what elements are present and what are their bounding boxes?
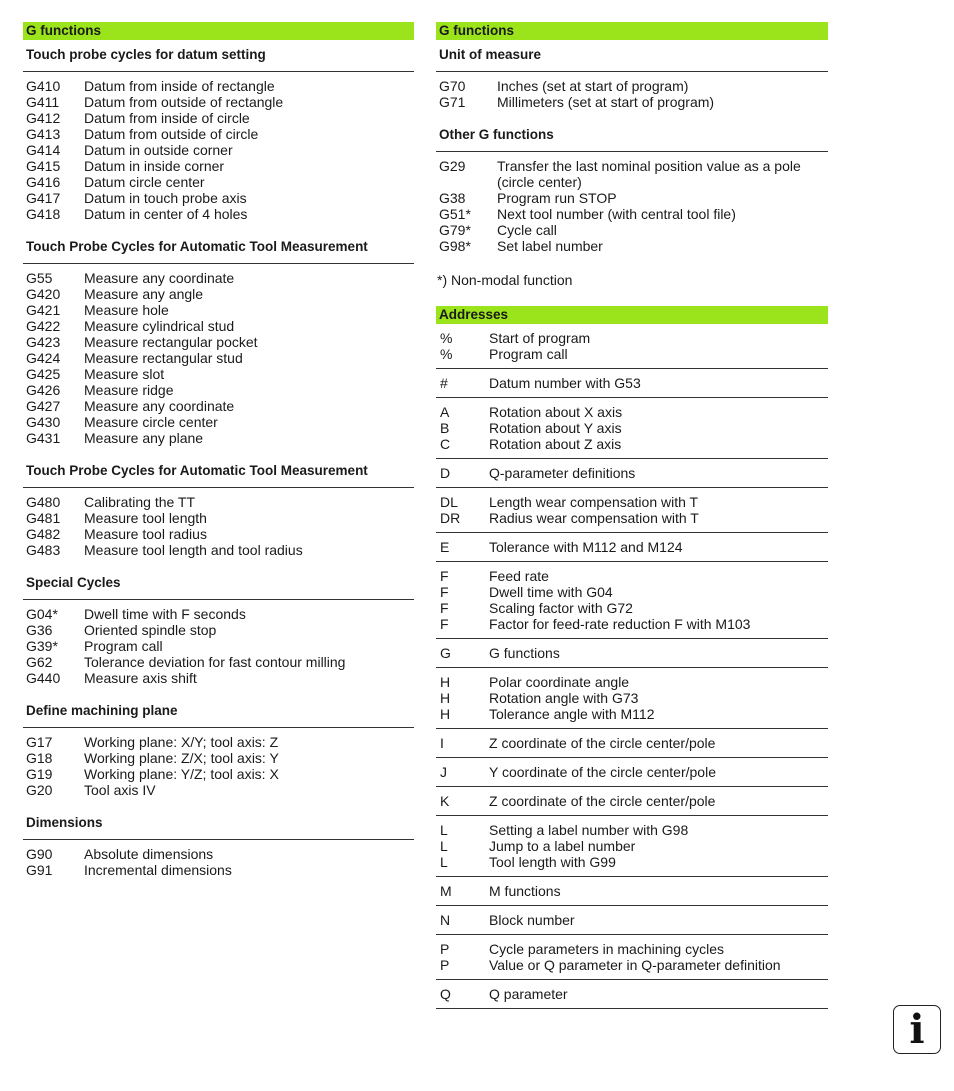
code-description: Length wear compensation with T — [489, 494, 699, 510]
code-description: Program call — [84, 638, 163, 654]
code-row — [440, 346, 828, 362]
left-sections — [23, 40, 414, 888]
code-label: G418 — [26, 206, 61, 222]
code-description: Absolute dimensions — [84, 846, 214, 862]
code-description: Working plane: X/Y; tool axis: Z — [84, 734, 279, 750]
code-label: DR — [440, 510, 461, 526]
code-label: G17 — [26, 734, 53, 750]
section-heading: Touch Probe Cycles for Automatic Tool Measurement — [23, 232, 414, 264]
code-row — [26, 350, 414, 366]
code-description: Cycle parameters in machining cycles — [489, 941, 724, 957]
code-label: G480 — [26, 494, 61, 510]
code-label: P — [440, 957, 450, 973]
code-label: G481 — [26, 510, 61, 526]
code-description: Measure hole — [84, 302, 169, 318]
code-label: G90 — [26, 846, 53, 862]
code-description: Measure any coordinate — [84, 270, 235, 286]
code-description: Q-parameter definitions — [489, 465, 636, 481]
code-row — [26, 494, 414, 510]
code-label: G412 — [26, 110, 61, 126]
code-description: Working plane: Y/Z; tool axis: X — [84, 766, 279, 782]
code-description: Measure rectangular pocket — [84, 334, 258, 350]
code-description: Measure tool length and tool radius — [84, 542, 303, 558]
code-row — [440, 600, 828, 616]
code-label: K — [440, 793, 450, 809]
code-description: Next tool number (with central tool file) — [497, 206, 736, 222]
code-description: Incremental dimensions — [84, 862, 232, 878]
code-label: F — [440, 600, 449, 616]
code-description: Rotation about Y axis — [489, 420, 622, 436]
code-description: Measure any plane — [84, 430, 204, 446]
code-row — [440, 539, 828, 555]
code-description: Measure any coordinate — [84, 398, 235, 414]
code-label: P — [440, 941, 450, 957]
section — [23, 232, 414, 456]
code-label: F — [440, 568, 449, 584]
right-sections — [436, 40, 828, 264]
code-label: G413 — [26, 126, 61, 142]
address-groups — [436, 324, 828, 1009]
code-row — [440, 375, 828, 391]
code-row — [439, 222, 828, 238]
code-label: G416 — [26, 174, 61, 190]
code-description: Calibrating the TT — [84, 494, 196, 510]
code-description: Tool axis IV — [84, 782, 156, 798]
address-group — [436, 787, 828, 816]
code-label: M — [440, 883, 452, 899]
code-description: Dwell time with G04 — [489, 584, 613, 600]
code-row — [26, 510, 414, 526]
code-row — [26, 766, 414, 782]
code-row — [26, 638, 414, 654]
code-row — [440, 986, 828, 1002]
section — [23, 568, 414, 696]
code-description: Datum from outside of rectangle — [84, 94, 284, 110]
code-description: Factor for feed-rate reduction F with M103 — [489, 616, 751, 632]
section-heading: Touch probe cycles for datum setting — [23, 40, 414, 72]
code-label: Q — [440, 986, 451, 1002]
address-group — [436, 459, 828, 488]
code-row — [26, 206, 414, 222]
code-description: Start of program — [489, 330, 591, 346]
code-row — [440, 420, 828, 436]
section-rows — [23, 728, 414, 808]
code-label: G415 — [26, 158, 61, 174]
code-row — [440, 764, 828, 780]
section — [23, 696, 414, 808]
code-label: D — [440, 465, 451, 481]
code-label: F — [440, 584, 449, 600]
code-row — [26, 398, 414, 414]
section — [23, 40, 414, 232]
code-description: Datum from inside of rectangle — [84, 78, 275, 94]
code-label: N — [440, 912, 451, 928]
code-description: Datum in outside corner — [84, 142, 233, 158]
code-row — [26, 302, 414, 318]
code-label: G04* — [26, 606, 58, 622]
code-row — [439, 158, 828, 190]
code-label: G51* — [439, 206, 471, 222]
address-group — [436, 533, 828, 562]
code-row — [26, 270, 414, 286]
code-row — [26, 94, 414, 110]
code-label: G483 — [26, 542, 61, 558]
code-description: Scaling factor with G72 — [489, 600, 633, 616]
footnote: *) Non-modal function — [437, 272, 573, 288]
address-group — [436, 906, 828, 935]
code-description: Rotation angle with G73 — [489, 690, 639, 706]
addresses-bar: Addresses — [436, 306, 828, 324]
code-description: Millimeters (set at start of program) — [497, 94, 715, 110]
code-row — [26, 174, 414, 190]
code-label: J — [440, 764, 447, 780]
code-row — [26, 382, 414, 398]
code-label: G421 — [26, 302, 61, 318]
code-label: G482 — [26, 526, 61, 542]
code-row — [440, 793, 828, 809]
address-group — [436, 877, 828, 906]
code-label: G423 — [26, 334, 61, 350]
address-group — [436, 980, 828, 1009]
code-row — [26, 862, 414, 878]
section-rows — [23, 72, 414, 232]
code-row — [439, 94, 828, 110]
address-group — [436, 816, 828, 877]
code-description: Datum from outside of circle — [84, 126, 259, 142]
code-row — [26, 430, 414, 446]
address-group — [436, 324, 828, 369]
code-description: Z coordinate of the circle center/pole — [489, 735, 716, 751]
section-heading: Define machining plane — [23, 696, 414, 728]
code-row — [26, 846, 414, 862]
code-label: L — [440, 854, 448, 870]
code-description: Datum in inside corner — [84, 158, 225, 174]
code-description: Datum in center of 4 holes — [84, 206, 248, 222]
section-rows — [436, 152, 828, 264]
code-row — [26, 622, 414, 638]
code-description: Inches (set at start of program) — [497, 78, 689, 94]
code-description: Feed rate — [489, 568, 549, 584]
code-row — [26, 670, 414, 686]
code-label: C — [440, 436, 451, 452]
code-description: Measure axis shift — [84, 670, 197, 686]
code-label: G411 — [26, 94, 60, 110]
code-description: Setting a label number with G98 — [489, 822, 689, 838]
code-description: Measure any angle — [84, 286, 204, 302]
code-row — [440, 690, 828, 706]
code-description: Tolerance angle with M112 — [489, 706, 655, 722]
code-description: Z coordinate of the circle center/pole — [489, 793, 716, 809]
section-rows — [23, 488, 414, 568]
code-label: I — [440, 735, 444, 751]
section — [23, 808, 414, 888]
code-description: Dwell time with F seconds — [84, 606, 246, 622]
code-row — [26, 654, 414, 670]
code-row — [26, 142, 414, 158]
code-label: G29 — [439, 158, 466, 174]
section-rows — [23, 264, 414, 456]
code-row — [26, 158, 414, 174]
code-description: Cycle call — [497, 222, 557, 238]
code-description: Set label number — [497, 238, 603, 254]
code-description: Value or Q parameter in Q-parameter definition — [489, 957, 781, 973]
code-description: Working plane: Z/X; tool axis: Y — [84, 750, 279, 766]
code-row — [440, 735, 828, 751]
code-description: Polar coordinate angle — [489, 674, 630, 690]
code-description: Jump to a label number — [489, 838, 636, 854]
code-description: Oriented spindle stop — [84, 622, 217, 638]
right-column — [436, 22, 828, 1009]
info-icon[interactable] — [893, 1005, 941, 1054]
code-row — [440, 941, 828, 957]
code-label: G62 — [26, 654, 53, 670]
code-description: Program call — [489, 346, 568, 362]
section-rows — [23, 600, 414, 696]
code-description: Measure circle center — [84, 414, 218, 430]
address-group — [436, 639, 828, 668]
code-label: G420 — [26, 286, 61, 302]
code-description: Block number — [489, 912, 575, 928]
code-description: Measure slot — [84, 366, 165, 382]
code-description: Measure tool length — [84, 510, 207, 526]
code-label: G98* — [439, 238, 471, 254]
code-row — [439, 206, 828, 222]
code-label: E — [440, 539, 450, 555]
address-group — [436, 935, 828, 980]
address-group — [436, 488, 828, 533]
code-row — [26, 126, 414, 142]
section-heading: Touch Probe Cycles for Automatic Tool Measurement — [23, 456, 414, 488]
left-column — [23, 22, 414, 888]
code-description: Tool length with G99 — [489, 854, 616, 870]
code-description: Rotation about X axis — [489, 404, 623, 420]
code-description: Measure ridge — [84, 382, 174, 398]
address-group — [436, 369, 828, 398]
code-label: G440 — [26, 670, 61, 686]
code-row — [439, 238, 828, 254]
code-row — [440, 706, 828, 722]
section-heading: Special Cycles — [23, 568, 414, 600]
g-functions-bar: G functions — [436, 22, 828, 40]
code-row — [440, 616, 828, 632]
address-group — [436, 668, 828, 729]
code-label: G425 — [26, 366, 61, 382]
code-label: B — [440, 420, 450, 436]
code-row — [26, 414, 414, 430]
code-row — [440, 645, 828, 661]
code-label: H — [440, 674, 451, 690]
code-label: G426 — [26, 382, 61, 398]
code-label: G70 — [439, 78, 466, 94]
g-functions-bar: G functions — [23, 22, 414, 40]
code-row — [440, 494, 828, 510]
address-group — [436, 758, 828, 787]
code-label: # — [440, 375, 448, 391]
code-description: Datum in touch probe axis — [84, 190, 247, 206]
code-label: G431 — [26, 430, 61, 446]
code-label: G — [440, 645, 451, 661]
code-label: L — [440, 822, 448, 838]
code-row — [439, 190, 828, 206]
code-description: Datum circle center — [84, 174, 205, 190]
code-label: H — [440, 706, 451, 722]
code-label: G19 — [26, 766, 53, 782]
code-description: Y coordinate of the circle center/pole — [489, 764, 716, 780]
code-row — [26, 606, 414, 622]
code-label: L — [440, 838, 448, 854]
code-description: Transfer the last nominal position value as a pole (circle center) — [497, 158, 801, 190]
code-label: G71 — [439, 94, 466, 110]
address-group — [436, 729, 828, 758]
code-description: Radius wear compensation with T — [489, 510, 699, 526]
address-group — [436, 562, 828, 639]
code-row — [26, 318, 414, 334]
code-label: G18 — [26, 750, 53, 766]
code-row — [439, 78, 828, 94]
code-label: G417 — [26, 190, 61, 206]
section — [436, 40, 828, 120]
code-description: Measure rectangular stud — [84, 350, 243, 366]
code-row — [26, 110, 414, 126]
section-heading: Dimensions — [23, 808, 414, 840]
code-label: % — [440, 330, 453, 346]
code-row — [440, 465, 828, 481]
code-label: G79* — [439, 222, 471, 238]
code-label: G424 — [26, 350, 61, 366]
section — [23, 456, 414, 568]
code-label: G422 — [26, 318, 61, 334]
info-glyph: i — [909, 1006, 925, 1053]
code-description: Measure cylindrical stud — [84, 318, 235, 334]
code-label: F — [440, 616, 449, 632]
address-group — [436, 398, 828, 459]
code-row — [26, 526, 414, 542]
code-label: G91 — [26, 862, 53, 878]
section-rows — [23, 840, 414, 888]
code-row — [440, 822, 828, 838]
code-description: Datum from inside of circle — [84, 110, 250, 126]
code-description: Rotation about Z axis — [489, 436, 622, 452]
code-row — [26, 366, 414, 382]
code-row — [440, 330, 828, 346]
code-row — [26, 750, 414, 766]
code-label: G55 — [26, 270, 53, 286]
code-description: Q parameter — [489, 986, 568, 1002]
code-row — [26, 334, 414, 350]
code-label: G427 — [26, 398, 61, 414]
code-label: G410 — [26, 78, 61, 94]
code-row — [440, 883, 828, 899]
section — [436, 120, 828, 264]
code-label: G20 — [26, 782, 53, 798]
code-row — [26, 782, 414, 798]
code-row — [440, 510, 828, 526]
code-row — [440, 854, 828, 870]
code-label: % — [440, 346, 453, 362]
code-row — [440, 568, 828, 584]
code-label: G430 — [26, 414, 61, 430]
code-row — [440, 838, 828, 854]
code-row — [26, 542, 414, 558]
code-description: Datum number with G53 — [489, 375, 641, 391]
section-rows — [436, 72, 828, 120]
section-heading: Other G functions — [436, 120, 828, 152]
code-description: Measure tool radius — [84, 526, 207, 542]
code-row — [26, 734, 414, 750]
code-row — [440, 436, 828, 452]
code-row — [440, 674, 828, 690]
code-row — [440, 912, 828, 928]
code-label: G414 — [26, 142, 61, 158]
code-description: G functions — [489, 645, 560, 661]
code-label: G38 — [439, 190, 466, 206]
section-heading: Unit of measure — [436, 40, 828, 72]
code-label: DL — [440, 494, 458, 510]
code-label: H — [440, 690, 451, 706]
code-row — [26, 78, 414, 94]
code-row — [440, 584, 828, 600]
code-row — [26, 286, 414, 302]
code-label: A — [440, 404, 450, 420]
code-description: M functions — [489, 883, 561, 899]
code-row — [440, 957, 828, 973]
code-row — [440, 404, 828, 420]
code-label: G39* — [26, 638, 58, 654]
code-description: Program run STOP — [497, 190, 617, 206]
code-row — [26, 190, 414, 206]
code-description: Tolerance deviation for fast contour milling — [84, 654, 346, 670]
code-label: G36 — [26, 622, 53, 638]
code-description: Tolerance with M112 and M124 — [489, 539, 683, 555]
